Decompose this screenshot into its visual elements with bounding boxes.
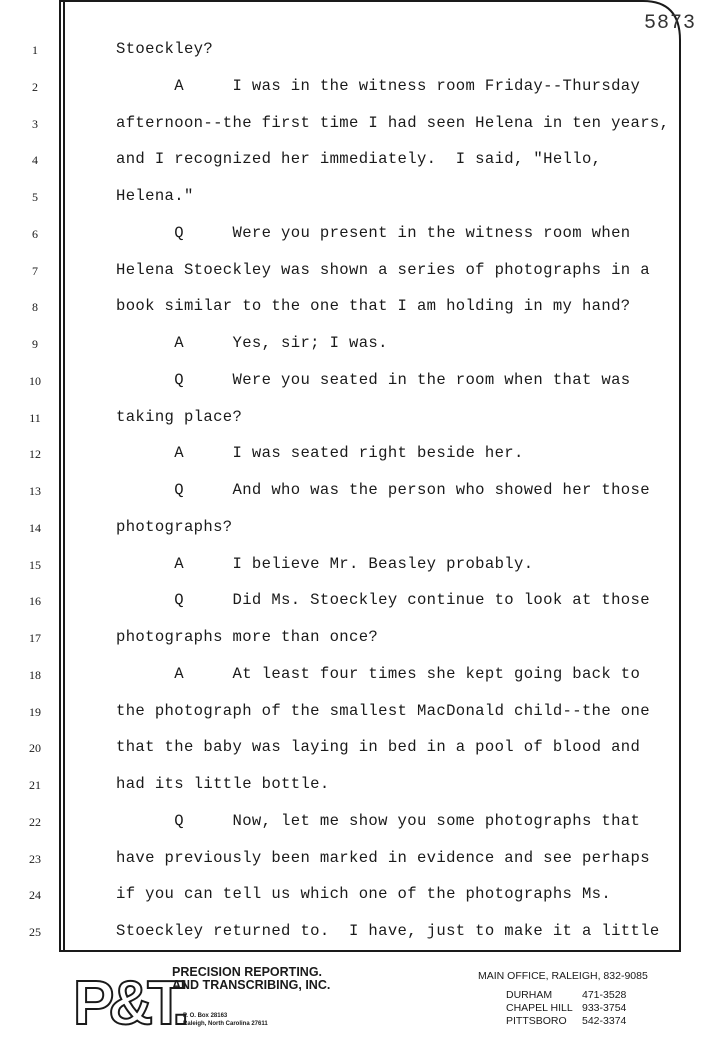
transcript-line: A I was in the witness room Friday--Thursday [116, 76, 641, 95]
line-number: 6 [32, 226, 38, 241]
transcript-line: A Yes, sir; I was. [116, 334, 388, 352]
line-number: 18 [29, 667, 41, 682]
transcript-line: Stoeckley? [116, 40, 214, 58]
transcript-line: book similar to the one that I am holding in my hand? [116, 297, 631, 316]
transcript-line: Q Were you present in the witness room when [116, 223, 631, 242]
transcript-line: afternoon--the first time I had seen Helena in ten years, [116, 113, 670, 132]
line-number: 15 [29, 557, 41, 572]
transcript-line: had its little bottle. [116, 775, 330, 793]
pt-logo [72, 966, 184, 1038]
transcript-line: Stoeckley returned to. I have, just to make it a little [116, 922, 660, 940]
line-number: 9 [32, 337, 38, 351]
line-number: 19 [29, 704, 41, 719]
po-box: P. O. Box 28163 [183, 1013, 228, 1019]
line-number: 7 [32, 263, 38, 278]
line-number: 22 [29, 814, 41, 829]
company-name [172, 966, 330, 992]
office-city: DURHAM [506, 989, 553, 1001]
line-number: 17 [29, 631, 41, 645]
line-number: 14 [29, 520, 41, 535]
company-line2: AND TRANSCRIBING, INC. [172, 978, 331, 992]
line-number: 24 [29, 888, 41, 903]
office-phone: 933-3754 [582, 1002, 627, 1014]
bottom-border [59, 950, 681, 952]
transcript-line: Q Did Ms. Stoeckley continue to look at those [116, 591, 650, 610]
line-number: 3 [32, 116, 38, 131]
transcript-line: that the baby was laying in bed in a pool of blood and [116, 738, 641, 757]
company-address [183, 1012, 268, 1028]
line-number: 16 [29, 594, 41, 609]
transcript-line: photographs? [116, 517, 233, 536]
transcript-line: have previously been marked in evidence and see perhaps [116, 848, 650, 867]
line-number: 25 [29, 925, 41, 939]
transcript-line: A I believe Mr. Beasley probably. [116, 554, 534, 573]
line-number: 21 [29, 778, 41, 792]
transcript-line: if you can tell us which one of the photographs Ms. [116, 885, 612, 904]
main-office: MAIN OFFICE, RALEIGH, 832-9085 [478, 970, 648, 982]
office-city: CHAPEL HILL [506, 1002, 573, 1014]
line-number: 8 [32, 300, 38, 315]
transcript-line: Helena Stoeckley was shown a series of photographs in a [116, 260, 650, 279]
transcript-line: A I was seated right beside her. [116, 444, 524, 463]
city-state: Raleigh, North Carolina 27611 [183, 1021, 268, 1027]
office-phone: 471-3528 [582, 989, 627, 1001]
transcript-line: Helena." [116, 187, 194, 205]
transcript-line: Q And who was the person who showed her those [116, 481, 650, 499]
company-line1: PRECISION REPORTING. [172, 965, 323, 979]
line-number: 23 [29, 851, 41, 866]
svg-text:P&T.: P&T. [73, 969, 184, 1038]
line-number: 5 [32, 190, 38, 204]
line-number: 12 [29, 447, 41, 462]
page-number: 5873 [644, 12, 697, 35]
top-border [59, 0, 643, 2]
transcript-line: A At least four times she kept going back to [116, 664, 641, 683]
line-number: 1 [32, 43, 38, 57]
transcript-line: taking place? [116, 407, 243, 426]
transcript-line: Q Were you seated in the room when that was [116, 370, 631, 389]
office-phone: 542-3374 [582, 1015, 627, 1027]
line-number: 20 [29, 741, 41, 756]
transcript-line: Q Now, let me show you some photographs that [116, 811, 641, 830]
left-margin-rule-inner [63, 0, 65, 952]
line-number: 10 [29, 373, 41, 388]
line-number: 4 [32, 153, 38, 168]
line-number: 13 [29, 484, 41, 498]
transcript-line: photographs more than once? [116, 628, 379, 646]
line-number: 2 [32, 79, 38, 94]
line-number: 11 [29, 410, 41, 425]
left-margin-rule [59, 0, 61, 952]
transcript-line: and I recognized her immediately. I said, "Hello, [116, 150, 602, 169]
transcript-line: the photograph of the smallest MacDonald child--the one [116, 701, 650, 720]
office-city: PITTSBORO [506, 1015, 567, 1027]
